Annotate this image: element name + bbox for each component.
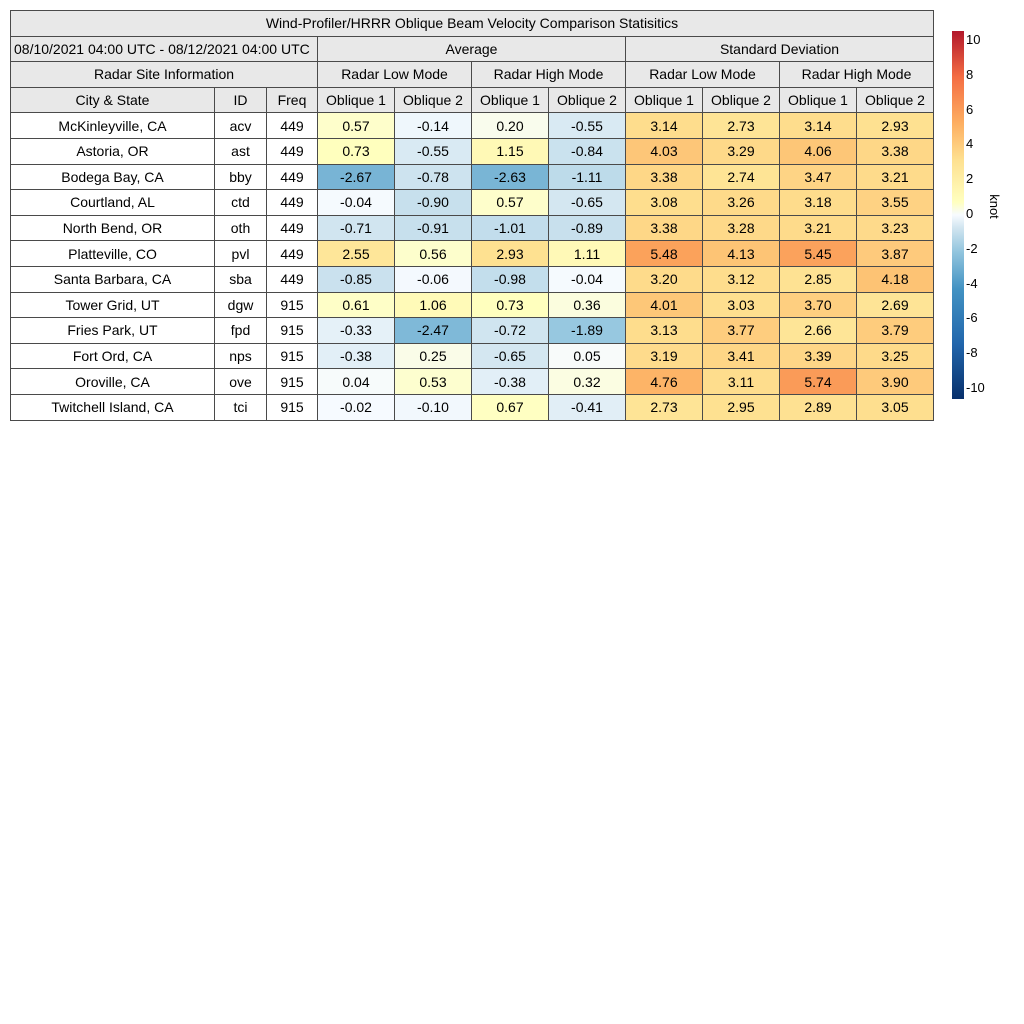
value-cell: -0.78	[395, 164, 472, 190]
site-freq-cell: 915	[267, 292, 318, 318]
value-cell: -0.98	[472, 266, 549, 292]
value-cell: 4.01	[626, 292, 703, 318]
value-cell: 2.93	[857, 113, 934, 139]
value-cell: 3.08	[626, 190, 703, 216]
value-cell: -0.55	[549, 113, 626, 139]
column-header-oblique: Oblique 2	[857, 87, 934, 113]
value-cell: 2.74	[703, 164, 780, 190]
value-cell: -1.01	[472, 215, 549, 241]
table-row	[11, 394, 934, 420]
site-city-cell: Platteville, CO	[11, 241, 215, 267]
site-id-cell: dgw	[215, 292, 267, 318]
column-header-oblique: Oblique 1	[780, 87, 857, 113]
value-cell: 2.93	[472, 241, 549, 267]
value-cell: 0.67	[472, 394, 549, 420]
colorbar-tick-label: 0	[966, 206, 974, 221]
value-cell: 3.14	[626, 113, 703, 139]
value-cell: 4.06	[780, 138, 857, 164]
site-id-cell: ctd	[215, 190, 267, 216]
site-freq-cell: 915	[267, 318, 318, 344]
value-cell: -0.65	[472, 343, 549, 369]
site-id-cell: fpd	[215, 318, 267, 344]
colorbar-tick-label: 8	[966, 66, 974, 82]
value-cell: -0.55	[395, 138, 472, 164]
value-cell: 3.05	[857, 394, 934, 420]
table-row	[11, 190, 934, 216]
value-cell: 0.73	[472, 292, 549, 318]
table-row	[11, 369, 934, 395]
value-cell: 5.48	[626, 241, 703, 267]
value-cell: 4.18	[857, 266, 934, 292]
site-freq-cell: 915	[267, 343, 318, 369]
column-header-freq: Freq	[267, 87, 318, 113]
site-city-cell: Fries Park, UT	[11, 318, 215, 344]
value-cell: 3.28	[703, 215, 780, 241]
column-header-oblique: Oblique 2	[703, 87, 780, 113]
value-cell: -2.63	[472, 164, 549, 190]
value-cell: 3.14	[780, 113, 857, 139]
value-cell: -0.38	[318, 343, 395, 369]
site-id-cell: ove	[215, 369, 267, 395]
value-cell: -0.85	[318, 266, 395, 292]
site-info-header: Radar Site Information	[11, 62, 318, 88]
value-cell: 2.95	[703, 394, 780, 420]
site-freq-cell: 449	[267, 241, 318, 267]
site-city-cell: Tower Grid, UT	[11, 292, 215, 318]
table-row	[11, 241, 934, 267]
value-cell: -0.06	[395, 266, 472, 292]
average-header: Average	[318, 36, 626, 62]
value-cell: -0.89	[549, 215, 626, 241]
site-id-cell: nps	[215, 343, 267, 369]
site-id-cell: oth	[215, 215, 267, 241]
value-cell: -0.65	[549, 190, 626, 216]
table-row	[11, 292, 934, 318]
value-cell: 1.15	[472, 138, 549, 164]
site-id-cell: ast	[215, 138, 267, 164]
value-cell: 0.36	[549, 292, 626, 318]
value-cell: -0.71	[318, 215, 395, 241]
value-cell: 2.85	[780, 266, 857, 292]
value-cell: 3.38	[857, 138, 934, 164]
date-range: 08/10/2021 04:00 UTC - 08/12/2021 04:00 UTC	[11, 36, 318, 62]
value-cell: -0.10	[395, 394, 472, 420]
value-cell: 3.87	[857, 241, 934, 267]
column-header-id: ID	[215, 87, 267, 113]
value-cell: 3.21	[780, 215, 857, 241]
table-row	[11, 343, 934, 369]
avg-low-mode-header: Radar Low Mode	[318, 62, 472, 88]
column-header-oblique: Oblique 2	[395, 87, 472, 113]
value-cell: 0.53	[395, 369, 472, 395]
table-row	[11, 113, 934, 139]
value-cell: 3.39	[780, 343, 857, 369]
colorbar-tick-label: -4	[966, 275, 978, 291]
value-cell: -0.38	[472, 369, 549, 395]
avg-high-mode-header: Radar High Mode	[472, 62, 626, 88]
colorbar-tick-label: 6	[966, 101, 974, 117]
table-row	[11, 138, 934, 164]
site-city-cell: Astoria, OR	[11, 138, 215, 164]
value-cell: 3.70	[780, 292, 857, 318]
value-cell: 0.32	[549, 369, 626, 395]
value-cell: 3.25	[857, 343, 934, 369]
value-cell: 2.69	[857, 292, 934, 318]
site-city-cell: Fort Ord, CA	[11, 343, 215, 369]
site-city-cell: Oroville, CA	[11, 369, 215, 395]
table-row	[11, 266, 934, 292]
value-cell: 0.25	[395, 343, 472, 369]
site-freq-cell: 449	[267, 164, 318, 190]
colorbar-tick-label: 4	[966, 136, 974, 152]
column-header-oblique: Oblique 1	[472, 87, 549, 113]
site-id-cell: pvl	[215, 241, 267, 267]
value-cell: 3.20	[626, 266, 703, 292]
value-cell: 3.12	[703, 266, 780, 292]
value-cell: 1.06	[395, 292, 472, 318]
site-city-cell: Bodega Bay, CA	[11, 164, 215, 190]
value-cell: 4.76	[626, 369, 703, 395]
std-dev-header: Standard Deviation	[626, 36, 934, 62]
value-cell: -0.72	[472, 318, 549, 344]
value-cell: 2.73	[703, 113, 780, 139]
value-cell: 0.61	[318, 292, 395, 318]
colorbar-tick-label: -6	[966, 310, 978, 326]
stats-table	[10, 10, 934, 421]
site-city-cell: Twitchell Island, CA	[11, 394, 215, 420]
value-cell: 0.20	[472, 113, 549, 139]
value-cell: -0.04	[318, 190, 395, 216]
column-header-oblique: Oblique 1	[626, 87, 703, 113]
value-cell: 3.19	[626, 343, 703, 369]
value-cell: 2.89	[780, 394, 857, 420]
value-cell: 4.03	[626, 138, 703, 164]
value-cell: 3.03	[703, 292, 780, 318]
site-freq-cell: 449	[267, 266, 318, 292]
colorbar-tick-label: -8	[966, 345, 978, 361]
value-cell: 0.56	[395, 241, 472, 267]
site-city-cell: Santa Barbara, CA	[11, 266, 215, 292]
value-cell: 3.47	[780, 164, 857, 190]
site-city-cell: Courtland, AL	[11, 190, 215, 216]
value-cell: 3.21	[857, 164, 934, 190]
std-low-mode-header: Radar Low Mode	[626, 62, 780, 88]
value-cell: 2.66	[780, 318, 857, 344]
site-freq-cell: 449	[267, 113, 318, 139]
value-cell: -0.90	[395, 190, 472, 216]
value-cell: 3.79	[857, 318, 934, 344]
colorbar-tick-label: -10	[966, 380, 985, 395]
site-city-cell: North Bend, OR	[11, 215, 215, 241]
value-cell: -0.02	[318, 394, 395, 420]
colorbar	[952, 31, 1022, 401]
value-cell: -0.33	[318, 318, 395, 344]
table-title: Wind-Profiler/HRRR Oblique Beam Velocity Comparison Statisitics	[11, 11, 934, 37]
colorbar-tick-label: -2	[966, 240, 978, 256]
value-cell: -1.11	[549, 164, 626, 190]
colorbar-tick-label: 10	[966, 32, 981, 47]
value-cell: 3.18	[780, 190, 857, 216]
value-cell: -2.67	[318, 164, 395, 190]
value-cell: -0.84	[549, 138, 626, 164]
std-high-mode-header: Radar High Mode	[780, 62, 934, 88]
value-cell: -0.14	[395, 113, 472, 139]
value-cell: 2.73	[626, 394, 703, 420]
value-cell: -2.47	[395, 318, 472, 344]
column-header-city: City & State	[11, 87, 215, 113]
column-header-oblique: Oblique 2	[549, 87, 626, 113]
value-cell: -1.89	[549, 318, 626, 344]
site-city-cell: McKinleyville, CA	[11, 113, 215, 139]
value-cell: 3.38	[626, 215, 703, 241]
value-cell: 3.77	[703, 318, 780, 344]
colorbar-tick-label: 2	[966, 171, 974, 187]
value-cell: 5.74	[780, 369, 857, 395]
site-id-cell: acv	[215, 113, 267, 139]
site-freq-cell: 449	[267, 190, 318, 216]
value-cell: 0.05	[549, 343, 626, 369]
value-cell: 3.55	[857, 190, 934, 216]
value-cell: 3.38	[626, 164, 703, 190]
colorbar-unit-label: knot	[986, 194, 1002, 219]
site-id-cell: sba	[215, 266, 267, 292]
value-cell: 3.23	[857, 215, 934, 241]
value-cell: 0.73	[318, 138, 395, 164]
colorbar-gradient	[952, 31, 964, 399]
value-cell: 3.26	[703, 190, 780, 216]
value-cell: 3.41	[703, 343, 780, 369]
table-row	[11, 215, 934, 241]
value-cell: -0.91	[395, 215, 472, 241]
column-header-oblique: Oblique 1	[318, 87, 395, 113]
value-cell: 3.29	[703, 138, 780, 164]
table-row	[11, 318, 934, 344]
value-cell: 2.55	[318, 241, 395, 267]
value-cell: -0.41	[549, 394, 626, 420]
value-cell: 3.11	[703, 369, 780, 395]
site-id-cell: tci	[215, 394, 267, 420]
value-cell: 3.13	[626, 318, 703, 344]
site-freq-cell: 915	[267, 394, 318, 420]
value-cell: 0.04	[318, 369, 395, 395]
value-cell: 4.13	[703, 241, 780, 267]
table-body	[11, 113, 934, 420]
value-cell: -0.04	[549, 266, 626, 292]
site-freq-cell: 449	[267, 215, 318, 241]
value-cell: 0.57	[318, 113, 395, 139]
value-cell: 1.11	[549, 241, 626, 267]
table-row	[11, 164, 934, 190]
value-cell: 3.90	[857, 369, 934, 395]
site-freq-cell: 449	[267, 138, 318, 164]
value-cell: 0.57	[472, 190, 549, 216]
site-id-cell: bby	[215, 164, 267, 190]
value-cell: 5.45	[780, 241, 857, 267]
site-freq-cell: 915	[267, 369, 318, 395]
